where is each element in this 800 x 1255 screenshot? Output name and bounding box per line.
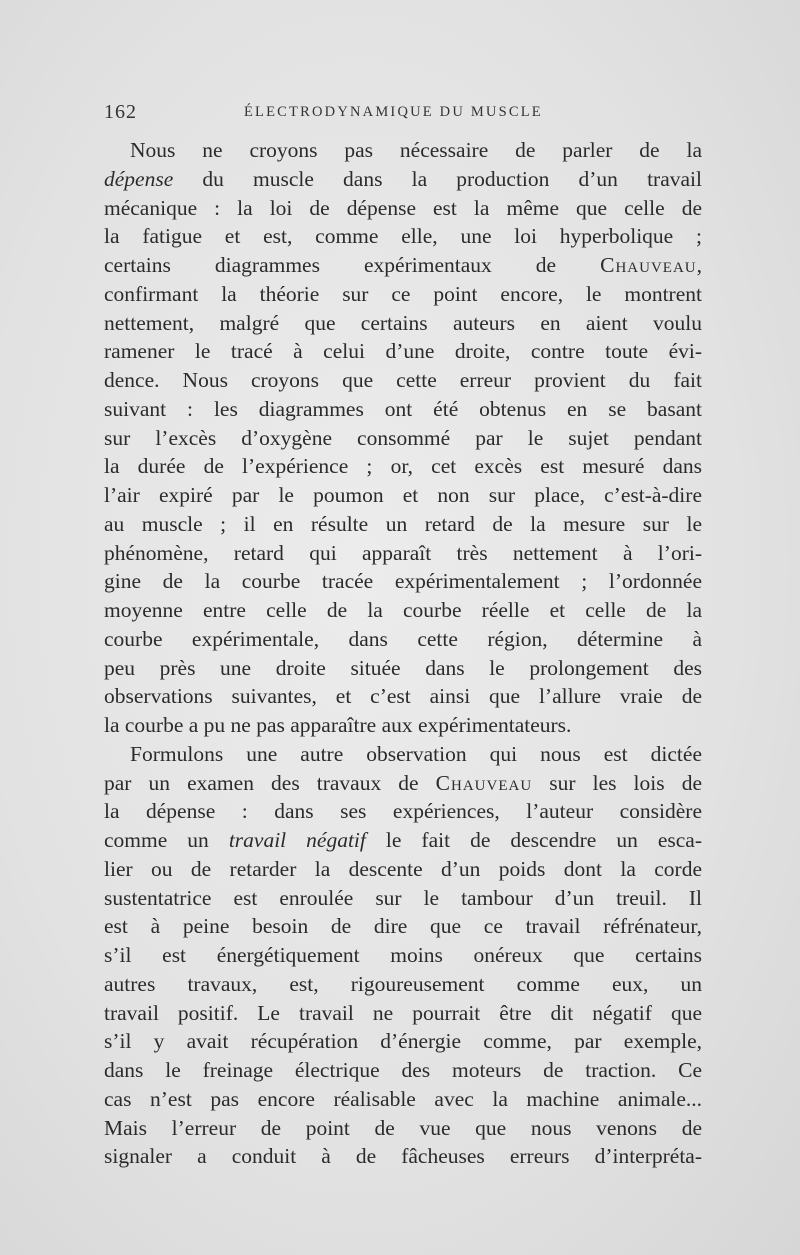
text-line: nettement, malgré que certains auteurs en aient voulu [104,310,702,335]
text-line: phénomène, retard qui apparaît très nettement à l’ori- [104,540,702,565]
text-line: est à peine besoin de dire que ce travail réfrénateur, [104,914,702,939]
italic-term: travail négatif [228,828,366,852]
text-line: comme un travail négatif le fait de descendre un esca- [104,828,702,852]
text-line: sustentatrice est enroulée sur le tambour d’un treuil. Il [104,885,702,910]
text-line: travail positif. Le travail ne pourrait être dit négatif que [104,1000,702,1025]
text-line: Nous ne croyons pas nécessaire de parler de la [130,138,702,162]
text-line: la fatigue et est, comme elle, une loi hyperbolique ; [104,224,702,249]
text-line: confirmant la théorie sur ce point encore, le montrent [104,281,702,306]
author-name: Chauveau [435,770,533,795]
text-line: cas n’est pas encore réalisable avec la machine animale... [104,1086,702,1111]
text-line: signaler a conduit à de fâcheuses erreurs d’interpréta- [104,1144,702,1169]
text-line: suivant : les diagrammes ont été obtenus en se basant [104,396,702,421]
text-line: sur l’excès d’oxygène consommé par le sujet pendant [104,425,702,450]
text-line: la dépense : dans ses expériences, l’auteur considère [104,799,702,824]
text-line: lier ou de retarder la descente d’un poids dont la corde [104,856,702,881]
text-line: par un examen des travaux de Chauveau sur les lois de [104,770,702,795]
author-name: Chauveau [600,253,697,277]
text-line: certains diagrammes expérimentaux de Chauveau, [104,253,702,277]
text-line: la durée de l’expérience ; or, cet excès est mesuré dans [104,454,702,479]
text-line: gine de la courbe tracée expérimentalement ; l’ordonnée [104,569,702,594]
text-line: peu près une droite située dans le prolongement des [104,655,702,680]
body-text [104,136,702,1171]
text-line: Mais l’erreur de point de vue que nous venons de [104,1115,702,1140]
text-line: observations suivantes, et c’est ainsi que l’allure vraie de [104,684,702,709]
italic-term: dépense [104,166,174,191]
text-line: mécanique : la loi de dépense est la même que celle de [104,195,702,220]
text-line: s’il est énergétiquement moins onéreux que certains [104,943,702,967]
text-line: s’il y avait récupération d’énergie comme, par exemple, [104,1029,702,1054]
text-line: ramener le tracé à celui d’une droite, contre toute évi- [104,339,702,364]
text-line: autres travaux, est, rigoureusement comme eux, un [104,971,702,996]
text-line: la courbe a pu ne pas apparaître aux expérimentateurs. [104,713,572,737]
text-line: moyenne entre celle de la courbe réelle et celle de la [104,598,702,622]
page-number: 162 [104,101,137,123]
text-line: courbe expérimentale, dans cette région, détermine à [104,626,702,651]
text-line: au muscle ; il en résulte un retard de la mesure sur le [104,511,702,536]
text-line: dans le freinage électrique des moteurs de traction. Ce [104,1058,702,1082]
text-line: dépense du muscle dans la production d’un travail [104,166,702,191]
text-line: dence. Nous croyons que cette erreur provient du fait [104,368,702,392]
text-line: Formulons une autre observation qui nous est dictée [130,741,702,766]
running-head [104,101,704,123]
running-title: ÉLECTRODYNAMIQUE DU MUSCLE [244,104,543,120]
text-line: l’air expiré par le poumon et non sur place, c’est-à-dire [104,483,702,507]
